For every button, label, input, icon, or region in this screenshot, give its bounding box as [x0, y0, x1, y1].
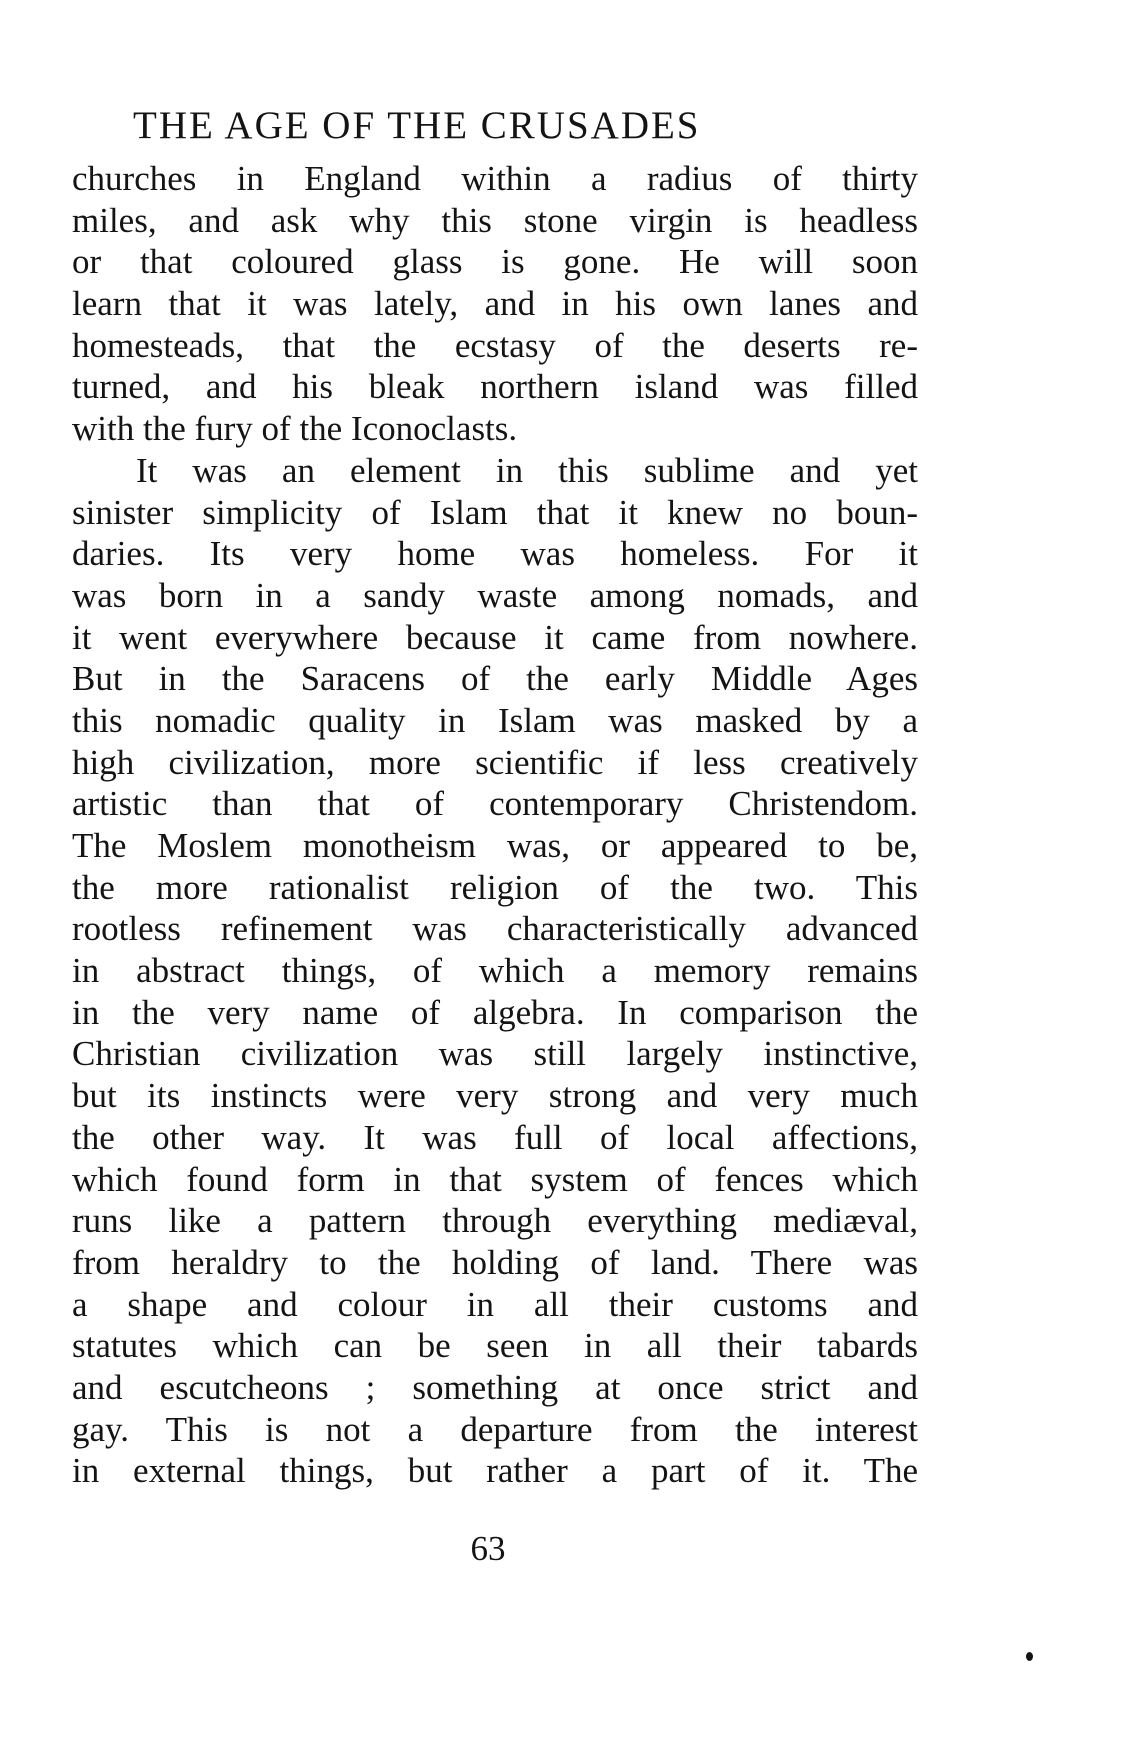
paragraph — [72, 450, 918, 1492]
text-line: statutes which can be seen in all their tabards — [72, 1326, 918, 1366]
text-line: the other way. It was full of local affections, — [72, 1117, 918, 1157]
text-line: with the fury of the Iconoclasts. — [72, 409, 518, 449]
text-line: and escutcheons ; something at once strict and — [72, 1367, 918, 1407]
text-line: homesteads, that the ecstasy of the deserts re- — [72, 325, 918, 365]
running-head: THE AGE OF THE CRUSADES — [133, 104, 701, 147]
text-line: or that coloured glass is gone. He will soon — [72, 242, 918, 282]
text-line: The Moslem monotheism was, or appeared to be, — [72, 826, 918, 865]
text-line: was born in a sandy waste among nomads, and — [72, 575, 918, 615]
text-line: miles, and ask why this stone virgin is headless — [72, 200, 918, 240]
text-line: but its instincts were very strong and very much — [72, 1076, 918, 1116]
text-line: rootless refinement was characteristically advanced — [72, 909, 918, 949]
paragraph — [72, 158, 918, 450]
text-line: sinister simplicity of Islam that it knew no boun- — [72, 492, 918, 532]
text-line: But in the Saracens of the early Middle Ages — [72, 659, 918, 699]
text-line: learn that it was lately, and in his own lanes and — [72, 284, 918, 324]
text-line: this nomadic quality in Islam was masked by a — [72, 700, 918, 740]
page-number: 63 — [470, 1529, 506, 1568]
text-line: It was an element in this sublime and yet — [136, 450, 918, 490]
text-line: it went everywhere because it came from nowhere. — [72, 617, 918, 657]
text-line: artistic than that of contemporary Christendom. — [72, 784, 918, 824]
text-line: from heraldry to the holding of land. There was — [72, 1242, 918, 1282]
text-line: in external things, but rather a part of it. The — [72, 1451, 918, 1491]
text-line: Christian civilization was still largely instinctive, — [72, 1034, 918, 1074]
text-line: turned, and his bleak northern island was filled — [72, 367, 918, 407]
ink-speck — [1026, 1652, 1033, 1661]
text-line: the more rationalist religion of the two. This — [72, 867, 918, 907]
text-line: in the very name of algebra. In comparison the — [72, 992, 918, 1032]
text-line: in abstract things, of which a memory remains — [72, 951, 918, 991]
body-text — [72, 158, 918, 1492]
text-line: gay. This is not a departure from the interest — [72, 1409, 918, 1449]
text-line: a shape and colour in all their customs and — [72, 1284, 918, 1324]
text-line: runs like a pattern through everything mediæval, — [72, 1201, 918, 1241]
text-line: which found form in that system of fences which — [72, 1159, 918, 1199]
text-line: daries. Its very home was homeless. For it — [72, 534, 918, 574]
text-line: churches in England within a radius of thirty — [72, 159, 918, 198]
text-line: high civilization, more scientific if less creatively — [72, 742, 918, 782]
